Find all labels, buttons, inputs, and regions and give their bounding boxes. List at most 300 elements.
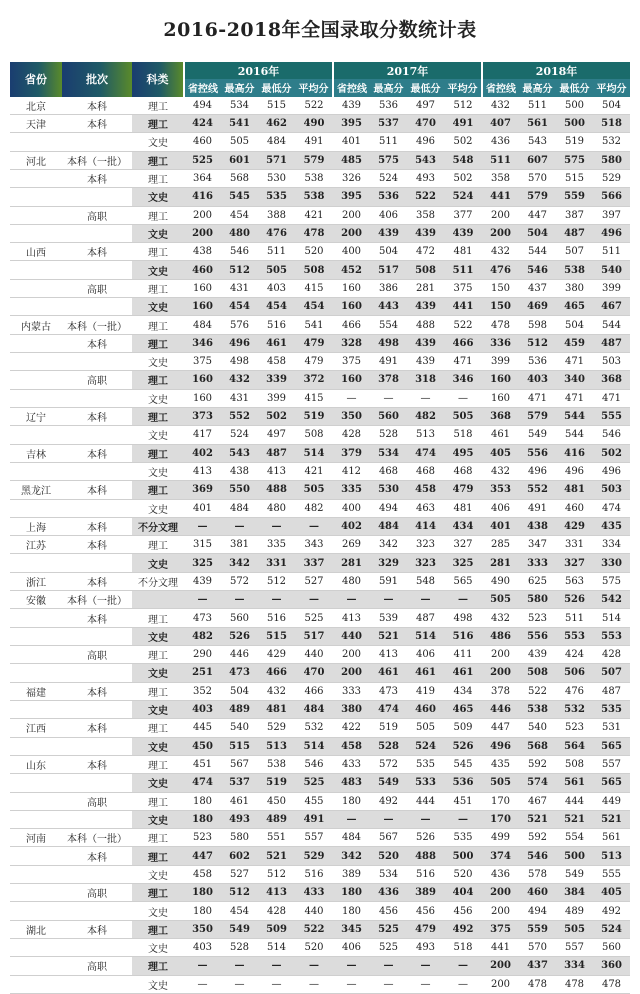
control-line-cell: 335	[333, 481, 370, 499]
batch-cell: 高职	[62, 371, 132, 389]
col-max: 最高分	[221, 79, 258, 96]
avg-score-cell: 421	[295, 206, 333, 224]
max-score-cell: 484	[370, 517, 407, 535]
avg-score-cell: 546	[295, 755, 333, 773]
max-score-cell: 572	[370, 755, 407, 773]
batch-cell	[62, 737, 132, 755]
batch-cell	[62, 865, 132, 883]
max-score-cell: 498	[221, 353, 258, 371]
max-score-cell: 347	[519, 536, 556, 554]
avg-score-cell: 440	[295, 902, 333, 920]
min-score-cell: 557	[556, 939, 593, 957]
province-cell: 浙江	[10, 572, 62, 590]
avg-score-cell: 375	[444, 279, 482, 297]
max-score-cell: 580	[221, 829, 258, 847]
max-score-cell: 473	[370, 682, 407, 700]
max-score-cell: 574	[519, 774, 556, 792]
max-score-cell: 579	[519, 188, 556, 206]
province-cell: 江西	[10, 719, 62, 737]
control-line-cell: 438	[184, 243, 221, 261]
max-score-cell: 496	[221, 334, 258, 352]
province-cell	[10, 334, 62, 352]
avg-score-cell: 440	[295, 646, 333, 664]
max-score-cell: 480	[221, 224, 258, 242]
table-row	[10, 572, 630, 590]
min-score-cell: 419	[407, 682, 444, 700]
avg-score-cell: 514	[295, 444, 333, 462]
control-line-cell: 375	[482, 920, 519, 938]
avg-score-cell: 404	[444, 884, 482, 902]
max-score-cell: 454	[221, 298, 258, 316]
min-score-cell: 538	[258, 755, 295, 773]
max-score-cell: 598	[519, 316, 556, 334]
avg-score-cell: 557	[295, 829, 333, 847]
max-score-cell: 580	[519, 591, 556, 609]
avg-score-cell: 565	[593, 774, 630, 792]
province-cell: 辽宁	[10, 407, 62, 425]
min-score-cell: 476	[258, 224, 295, 242]
max-score-cell: 568	[519, 737, 556, 755]
min-score-cell: 399	[258, 389, 295, 407]
avg-score-cell: 525	[295, 609, 333, 627]
min-score-cell: 532	[556, 700, 593, 718]
control-line-cell: 352	[184, 682, 221, 700]
avg-score-cell: 479	[295, 334, 333, 352]
avg-score-cell: 484	[295, 700, 333, 718]
min-score-cell: 334	[556, 957, 593, 975]
avg-score-cell: 441	[444, 298, 482, 316]
max-score-cell: 534	[221, 97, 258, 115]
control-line-cell: 200	[482, 664, 519, 682]
province-cell	[10, 224, 62, 242]
max-score-cell: 528	[221, 939, 258, 957]
table-row	[10, 481, 630, 499]
max-score-cell: 578	[519, 865, 556, 883]
max-score-cell: 538	[519, 700, 556, 718]
max-score-cell: —	[221, 517, 258, 535]
control-line-cell: 401	[482, 517, 519, 535]
min-score-cell: 575	[556, 151, 593, 169]
avg-score-cell: 507	[593, 664, 630, 682]
min-score-cell: 563	[556, 572, 593, 590]
subject-cell: 文史	[132, 462, 184, 480]
avg-score-cell: 520	[295, 939, 333, 957]
province-cell	[10, 865, 62, 883]
avg-score-cell: 500	[444, 847, 482, 865]
control-line-cell: 406	[482, 499, 519, 517]
max-score-cell: 525	[370, 939, 407, 957]
avg-score-cell: 511	[444, 261, 482, 279]
batch-cell	[62, 499, 132, 517]
avg-score-cell: 540	[593, 261, 630, 279]
max-score-cell: 534	[370, 865, 407, 883]
avg-score-cell: 433	[295, 884, 333, 902]
batch-cell	[62, 224, 132, 242]
avg-score-cell: 531	[593, 719, 630, 737]
min-score-cell: 500	[556, 847, 593, 865]
avg-score-cell: 435	[593, 517, 630, 535]
max-score-cell: 559	[519, 920, 556, 938]
max-score-cell: 575	[370, 151, 407, 169]
batch-cell: 本科（一批）	[62, 151, 132, 169]
max-score-cell: 437	[519, 957, 556, 975]
min-score-cell: 454	[258, 298, 295, 316]
control-line-cell: 150	[482, 298, 519, 316]
min-score-cell: 331	[258, 554, 295, 572]
min-score-cell: 509	[258, 920, 295, 938]
batch-cell	[62, 188, 132, 206]
min-score-cell: —	[258, 591, 295, 609]
max-score-cell: 546	[221, 243, 258, 261]
table-row	[10, 243, 630, 261]
province-cell	[10, 700, 62, 718]
min-score-cell: —	[258, 975, 295, 993]
min-score-cell: 462	[258, 114, 295, 132]
col-control-line: 省控线	[184, 79, 221, 96]
min-score-cell: 340	[556, 371, 593, 389]
max-score-cell: 496	[519, 462, 556, 480]
control-line-cell: 432	[482, 97, 519, 115]
batch-cell: 高职	[62, 884, 132, 902]
max-score-cell: 498	[370, 334, 407, 352]
min-score-cell: 516	[258, 609, 295, 627]
control-line-cell: 460	[184, 133, 221, 151]
subject-cell	[132, 591, 184, 609]
table-row	[10, 206, 630, 224]
province-cell	[10, 371, 62, 389]
max-score-cell: 607	[519, 151, 556, 169]
max-score-cell: 524	[370, 169, 407, 187]
min-score-cell: 406	[407, 646, 444, 664]
avg-score-cell: 520	[444, 865, 482, 883]
min-score-cell: 561	[556, 774, 593, 792]
avg-score-cell: 397	[593, 206, 630, 224]
avg-score-cell: 478	[295, 224, 333, 242]
max-score-cell: 454	[221, 902, 258, 920]
min-score-cell: 429	[258, 646, 295, 664]
max-score-cell: 447	[519, 206, 556, 224]
avg-score-cell: 504	[593, 97, 630, 115]
avg-score-cell: 553	[593, 627, 630, 645]
max-score-cell: 467	[519, 792, 556, 810]
avg-score-cell: 508	[295, 261, 333, 279]
avg-score-cell: 512	[444, 97, 482, 115]
min-score-cell: 529	[258, 719, 295, 737]
avg-score-cell: 538	[295, 169, 333, 187]
control-line-cell: 428	[333, 426, 370, 444]
batch-cell: 本科	[62, 444, 132, 462]
batch-cell	[62, 389, 132, 407]
avg-score-cell: 434	[444, 682, 482, 700]
max-score-cell: 537	[221, 774, 258, 792]
avg-score-cell: 466	[295, 682, 333, 700]
min-score-cell: 474	[407, 444, 444, 462]
avg-score-cell: 334	[593, 536, 630, 554]
control-line-cell: 346	[184, 334, 221, 352]
min-score-cell: 484	[258, 133, 295, 151]
control-line-cell: 405	[482, 444, 519, 462]
avg-score-cell: 519	[295, 407, 333, 425]
max-score-cell: 521	[519, 810, 556, 828]
avg-score-cell: —	[295, 957, 333, 975]
control-line-cell: 269	[333, 536, 370, 554]
min-score-cell: 487	[258, 444, 295, 462]
control-line-cell: 484	[184, 316, 221, 334]
subject-cell: 文史	[132, 939, 184, 957]
control-line-cell: 432	[482, 243, 519, 261]
subject-cell: 理工	[132, 682, 184, 700]
min-score-cell: 516	[258, 316, 295, 334]
batch-cell: 本科	[62, 847, 132, 865]
batch-cell	[62, 353, 132, 371]
control-line-cell: 281	[333, 554, 370, 572]
control-line-cell: 399	[482, 353, 519, 371]
avg-score-cell: 490	[295, 114, 333, 132]
subject-cell: 文史	[132, 554, 184, 572]
control-line-cell: 401	[184, 499, 221, 517]
avg-score-cell: 368	[593, 371, 630, 389]
max-score-cell: 567	[221, 755, 258, 773]
avg-score-cell: 478	[593, 975, 630, 993]
batch-cell: 本科	[62, 243, 132, 261]
province-cell	[10, 298, 62, 316]
avg-score-cell: 525	[295, 774, 333, 792]
avg-score-cell: 527	[295, 572, 333, 590]
avg-score-cell: 532	[295, 719, 333, 737]
max-score-cell: 536	[519, 353, 556, 371]
control-line-cell: 290	[184, 646, 221, 664]
max-score-cell: 342	[221, 554, 258, 572]
min-score-cell: 553	[556, 627, 593, 645]
subject-cell: 文史	[132, 810, 184, 828]
batch-cell: 高职	[62, 957, 132, 975]
max-score-cell: 333	[519, 554, 556, 572]
table-row	[10, 902, 630, 920]
avg-score-cell: 546	[593, 426, 630, 444]
table-row	[10, 279, 630, 297]
min-score-cell: 481	[258, 700, 295, 718]
max-score-cell: 515	[221, 737, 258, 755]
max-score-cell: —	[221, 957, 258, 975]
control-line-cell: 461	[482, 426, 519, 444]
min-score-cell: 551	[258, 829, 295, 847]
min-score-cell: 323	[407, 536, 444, 554]
max-score-cell: 556	[519, 627, 556, 645]
min-score-cell: 460	[556, 499, 593, 517]
control-line-cell: 432	[482, 609, 519, 627]
table-row	[10, 389, 630, 407]
control-line-cell: 375	[333, 353, 370, 371]
batch-cell	[62, 462, 132, 480]
control-line-cell: —	[333, 389, 370, 407]
subject-cell: 理工	[132, 957, 184, 975]
avg-score-cell: —	[444, 389, 482, 407]
control-line-cell: 494	[184, 97, 221, 115]
max-score-cell: 439	[370, 224, 407, 242]
max-score-cell: 461	[370, 664, 407, 682]
province-cell	[10, 609, 62, 627]
avg-score-cell: 511	[593, 243, 630, 261]
control-line-cell: 160	[184, 389, 221, 407]
avg-score-cell: 518	[444, 426, 482, 444]
min-score-cell: 516	[407, 865, 444, 883]
table-row	[10, 884, 630, 902]
min-score-cell: 515	[258, 97, 295, 115]
control-line-cell: 180	[184, 810, 221, 828]
min-score-cell: 504	[556, 316, 593, 334]
min-score-cell: 450	[258, 792, 295, 810]
table-row	[10, 682, 630, 700]
avg-score-cell: 566	[593, 188, 630, 206]
max-score-cell: —	[370, 810, 407, 828]
table-row	[10, 755, 630, 773]
control-line-cell: 200	[482, 206, 519, 224]
control-line-cell: 412	[333, 462, 370, 480]
min-score-cell: 535	[407, 755, 444, 773]
table-row	[10, 865, 630, 883]
min-score-cell: 526	[407, 829, 444, 847]
control-line-cell: 378	[482, 682, 519, 700]
min-score-cell: 468	[407, 462, 444, 480]
control-line-cell: 350	[184, 920, 221, 938]
max-score-cell: 543	[221, 444, 258, 462]
max-score-cell: 438	[519, 517, 556, 535]
max-score-cell: 511	[519, 97, 556, 115]
avg-score-cell: 415	[295, 279, 333, 297]
control-line-cell: 251	[184, 664, 221, 682]
province-cell	[10, 627, 62, 645]
avg-score-cell: 580	[593, 151, 630, 169]
avg-score-cell: 502	[444, 169, 482, 187]
min-score-cell: 460	[407, 700, 444, 718]
avg-score-cell: 456	[444, 902, 482, 920]
avg-score-cell: 565	[444, 572, 482, 590]
control-line-cell: 200	[482, 957, 519, 975]
subject-cell: 文史	[132, 865, 184, 883]
max-score-cell: 329	[370, 554, 407, 572]
control-line-cell: 328	[333, 334, 370, 352]
avg-score-cell: —	[444, 975, 482, 993]
min-score-cell: 508	[407, 261, 444, 279]
province-cell: 山东	[10, 755, 62, 773]
min-score-cell: 463	[407, 499, 444, 517]
min-score-cell: 481	[556, 481, 593, 499]
control-line-cell: 451	[184, 755, 221, 773]
province-cell	[10, 847, 62, 865]
table-row	[10, 151, 630, 169]
avg-score-cell: 544	[593, 316, 630, 334]
max-score-cell: 525	[370, 920, 407, 938]
control-line-cell: 160	[184, 279, 221, 297]
province-cell	[10, 206, 62, 224]
batch-cell	[62, 664, 132, 682]
control-line-cell: 358	[482, 169, 519, 187]
max-score-cell: 474	[370, 700, 407, 718]
max-score-cell: 556	[519, 444, 556, 462]
max-score-cell: 528	[370, 426, 407, 444]
max-score-cell: 443	[370, 298, 407, 316]
avg-score-cell: 541	[295, 316, 333, 334]
max-score-cell: 519	[370, 719, 407, 737]
avg-score-cell: 529	[295, 847, 333, 865]
min-score-cell: 519	[556, 133, 593, 151]
max-score-cell: 511	[370, 133, 407, 151]
control-line-cell: 402	[333, 517, 370, 535]
table-row	[10, 627, 630, 645]
subject-cell: 理工	[132, 481, 184, 499]
province-cell	[10, 426, 62, 444]
province-cell	[10, 975, 62, 993]
province-cell: 北京	[10, 97, 62, 115]
table-row	[10, 774, 630, 792]
batch-cell	[62, 700, 132, 718]
control-line-cell: 325	[184, 554, 221, 572]
control-line-cell: 200	[482, 884, 519, 902]
max-score-cell: 460	[519, 884, 556, 902]
control-line-cell: 485	[333, 151, 370, 169]
control-line-cell: 364	[184, 169, 221, 187]
control-line-cell: —	[184, 975, 221, 993]
max-score-cell: 576	[221, 316, 258, 334]
max-score-cell: 549	[221, 920, 258, 938]
max-score-cell: 526	[221, 627, 258, 645]
control-line-cell: 413	[333, 609, 370, 627]
max-score-cell: 546	[519, 847, 556, 865]
table-row	[10, 169, 630, 187]
max-score-cell: 549	[370, 774, 407, 792]
avg-score-cell: 492	[444, 920, 482, 938]
min-score-cell: 339	[258, 371, 295, 389]
max-score-cell: 461	[221, 792, 258, 810]
subject-cell: 文史	[132, 774, 184, 792]
avg-score-cell: 330	[593, 554, 630, 572]
province-cell	[10, 957, 62, 975]
table-row	[10, 371, 630, 389]
min-score-cell: 489	[258, 810, 295, 828]
min-score-cell: 513	[407, 426, 444, 444]
min-score-cell: 496	[407, 133, 444, 151]
min-score-cell: 461	[258, 334, 295, 352]
control-line-cell: 160	[333, 279, 370, 297]
max-score-cell: 512	[221, 261, 258, 279]
max-score-cell: 552	[519, 481, 556, 499]
control-line-cell: 401	[333, 133, 370, 151]
subject-cell: 理工	[132, 646, 184, 664]
max-score-cell: 378	[370, 371, 407, 389]
avg-score-cell: 471	[444, 353, 482, 371]
avg-score-cell: 505	[295, 481, 333, 499]
header-year-2017: 2017年	[333, 62, 482, 79]
avg-score-cell: 495	[444, 444, 482, 462]
min-score-cell: 461	[407, 664, 444, 682]
batch-cell: 本科	[62, 97, 132, 115]
avg-score-cell: 516	[444, 627, 482, 645]
avg-score-cell: 522	[295, 920, 333, 938]
min-score-cell: 424	[556, 646, 593, 664]
max-score-cell: 540	[519, 719, 556, 737]
control-line-cell: 379	[333, 444, 370, 462]
batch-cell: 高职	[62, 279, 132, 297]
control-line-cell: 281	[482, 554, 519, 572]
col-avg: 平均分	[295, 79, 333, 96]
avg-score-cell: 487	[593, 682, 630, 700]
col-max: 最高分	[370, 79, 407, 96]
min-score-cell: 505	[407, 719, 444, 737]
avg-score-cell: 325	[444, 554, 482, 572]
max-score-cell: 543	[519, 133, 556, 151]
control-line-cell: 447	[184, 847, 221, 865]
max-score-cell: 517	[370, 261, 407, 279]
